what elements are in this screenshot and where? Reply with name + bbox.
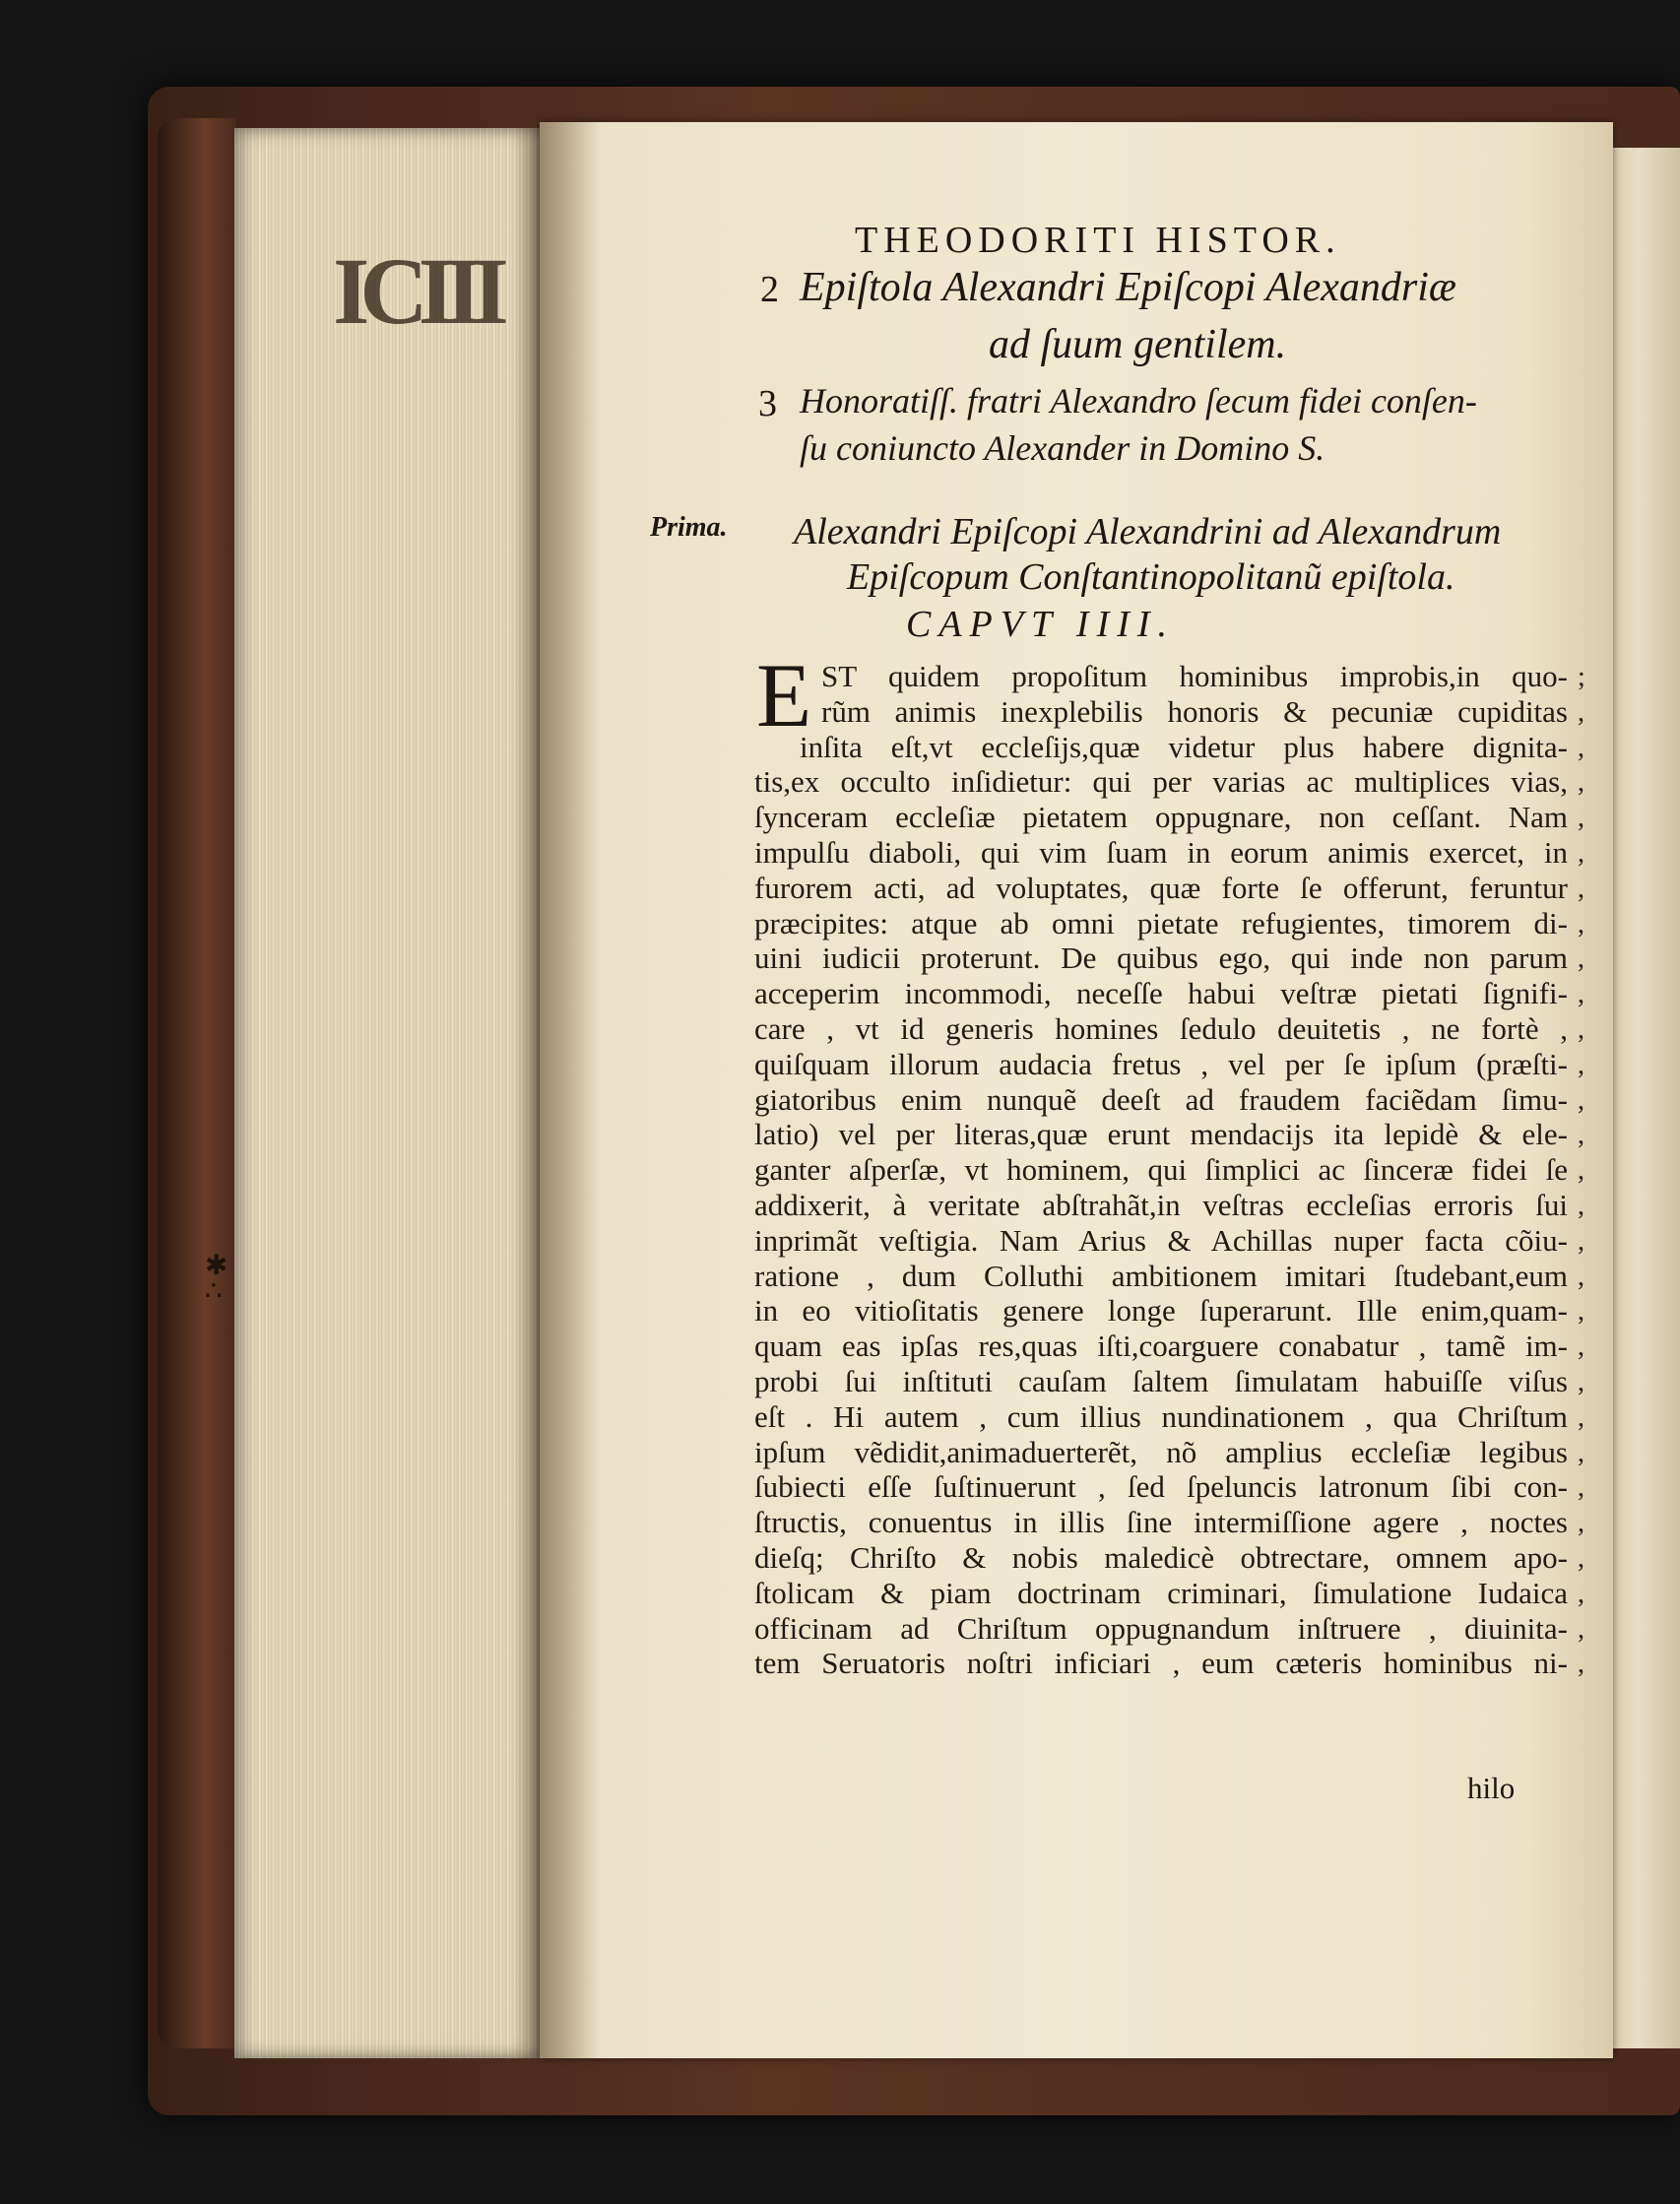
body-line: ſubiecti eſſe ſuſtinuerunt , ſed ſpeluncis latronum ſibi con- bbox=[754, 1470, 1568, 1505]
body-line: uini iudicii proterunt. De quibus ego, qui inde non parum bbox=[754, 941, 1568, 976]
body-line: addixerit, à veritate abſtrahãt,in veſtras eccleſias erroris ſui bbox=[754, 1189, 1568, 1222]
body-line: probi ſui inſtituti cauſam ſaltem ſimulatam habuiſſe viſus bbox=[754, 1365, 1568, 1398]
body-line: dieſq; Chriſto & nobis maledicè obtrectare, omnem apo- bbox=[754, 1541, 1568, 1575]
body-line: quam eas ipſas res,quas iſti,coarguere conabatur , tamẽ im- bbox=[754, 1329, 1568, 1364]
edge-stain: ✱ ∴ bbox=[205, 1249, 228, 1307]
chapter-number: CAPVT IIII. bbox=[906, 604, 1176, 645]
book-spine bbox=[158, 118, 236, 2048]
toc-entry-line: ſu coniuncto Alexander in Domino S. bbox=[800, 428, 1325, 468]
body-line: tem Seruatoris noſtri inficiari , eum cæteris hominibus ni- bbox=[754, 1647, 1568, 1681]
facing-page-edge bbox=[1607, 148, 1680, 2048]
body-line: ſtolicam & piam doctrinam criminari, ſimulatione Iudaica bbox=[754, 1576, 1568, 1610]
body-line: inprimãt veſtigia. Nam Arius & Achillas nuper facta cõiu- bbox=[754, 1223, 1568, 1258]
body-line: care , vt id generis homines ſedulo deuitetis , ne fortè , bbox=[754, 1012, 1568, 1046]
body-line: latio) vel per literas,quæ erunt mendacijs ita lepidè & ele- bbox=[754, 1118, 1568, 1152]
body-line: eſt . Hi autem , cum illius nundinationem , qua Chriſtum bbox=[754, 1399, 1568, 1434]
body-line: ST quidem propoſitum hominibus improbis,in quo- bbox=[821, 660, 1568, 693]
chapter-title-line: Epiſcopum Conſtantinopolitanũ epiſtola. bbox=[847, 556, 1455, 598]
toc-entry-line: ad ſuum gentilem. bbox=[989, 322, 1287, 367]
toc-entry-line: Honoratiſſ. fratri Alexandro ſecum fidei conſen- bbox=[800, 381, 1477, 421]
edge-ink-mark: ICIII bbox=[333, 238, 499, 344]
body-line: tis,ex occulto inſidietur: qui per varias ac multiplices vias, bbox=[754, 765, 1568, 800]
body-line: ratione , dum Colluthi ambitionem imitari ſtudebant,eum bbox=[754, 1259, 1568, 1293]
margin-label: Prima. bbox=[650, 512, 728, 543]
body-line: impulſu diaboli, qui vim ſuam in eorum animis exercet, in bbox=[754, 836, 1568, 870]
running-head: THEODORITI HISTOR. bbox=[855, 220, 1341, 261]
body-line: ſynceram eccleſiæ pietatem oppugnare, non ceſſant. Nam bbox=[754, 801, 1568, 835]
drop-cap: E bbox=[756, 645, 812, 745]
gutter-shadow bbox=[540, 122, 599, 2058]
body-line: in eo vitioſitatis genere longe ſuperarunt. Ille enim,quam- bbox=[754, 1294, 1568, 1329]
margin-punctuation: ; , , , , , , , , , , , , , , , , , , , , , , , , , , , , bbox=[1578, 662, 1585, 1680]
body-line: præcipites: atque ab omni pietate refugientes, timorem di- bbox=[754, 906, 1568, 940]
toc-entry-line: Epiſtola Alexandri Epiſcopi Alexandriæ bbox=[800, 265, 1456, 310]
body-line: ſtructis, conuentus in illis ſine intermiſſione agere , noctes bbox=[754, 1506, 1568, 1540]
chapter-title-line: Alexandri Epiſcopi Alexandrini ad Alexandrum bbox=[794, 511, 1502, 552]
body-line: officinam ad Chriſtum oppugnandum inſtruere , diuinita- bbox=[754, 1611, 1568, 1646]
body-line: ipſum vẽdidit,animaduerterẽt, nõ amplius eccleſiæ legibus bbox=[754, 1435, 1568, 1469]
body-line: ganter aſperſæ, vt hominem, qui ſimplici ac ſinceræ fidei ſe bbox=[754, 1153, 1568, 1188]
body-line: giatoribus enim nunquẽ deeſt ad fraudem faciẽdam ſimu- bbox=[754, 1082, 1568, 1117]
body-line: acceperim incommodi, neceſſe habui veſtræ pietati ſignifi- bbox=[754, 977, 1568, 1011]
toc-entry-number: 2 bbox=[760, 269, 779, 310]
catchword: hilo bbox=[1467, 1771, 1516, 1805]
body-line: furorem acti, ad voluptates, quæ forte ſe offerunt, feruntur bbox=[754, 871, 1568, 905]
toc-entry-number: 3 bbox=[758, 383, 777, 424]
body-line: quiſquam illorum audacia fretus , vel per ſe ipſum (præſti- bbox=[754, 1047, 1568, 1081]
body-line: inſita eſt,vt eccleſijs,quæ videtur plus habere dignita- bbox=[800, 730, 1568, 764]
body-line: rũm animis inexplebilis honoris & pecuniæ cupiditas bbox=[821, 694, 1568, 729]
page-stack-edge bbox=[234, 128, 548, 2058]
